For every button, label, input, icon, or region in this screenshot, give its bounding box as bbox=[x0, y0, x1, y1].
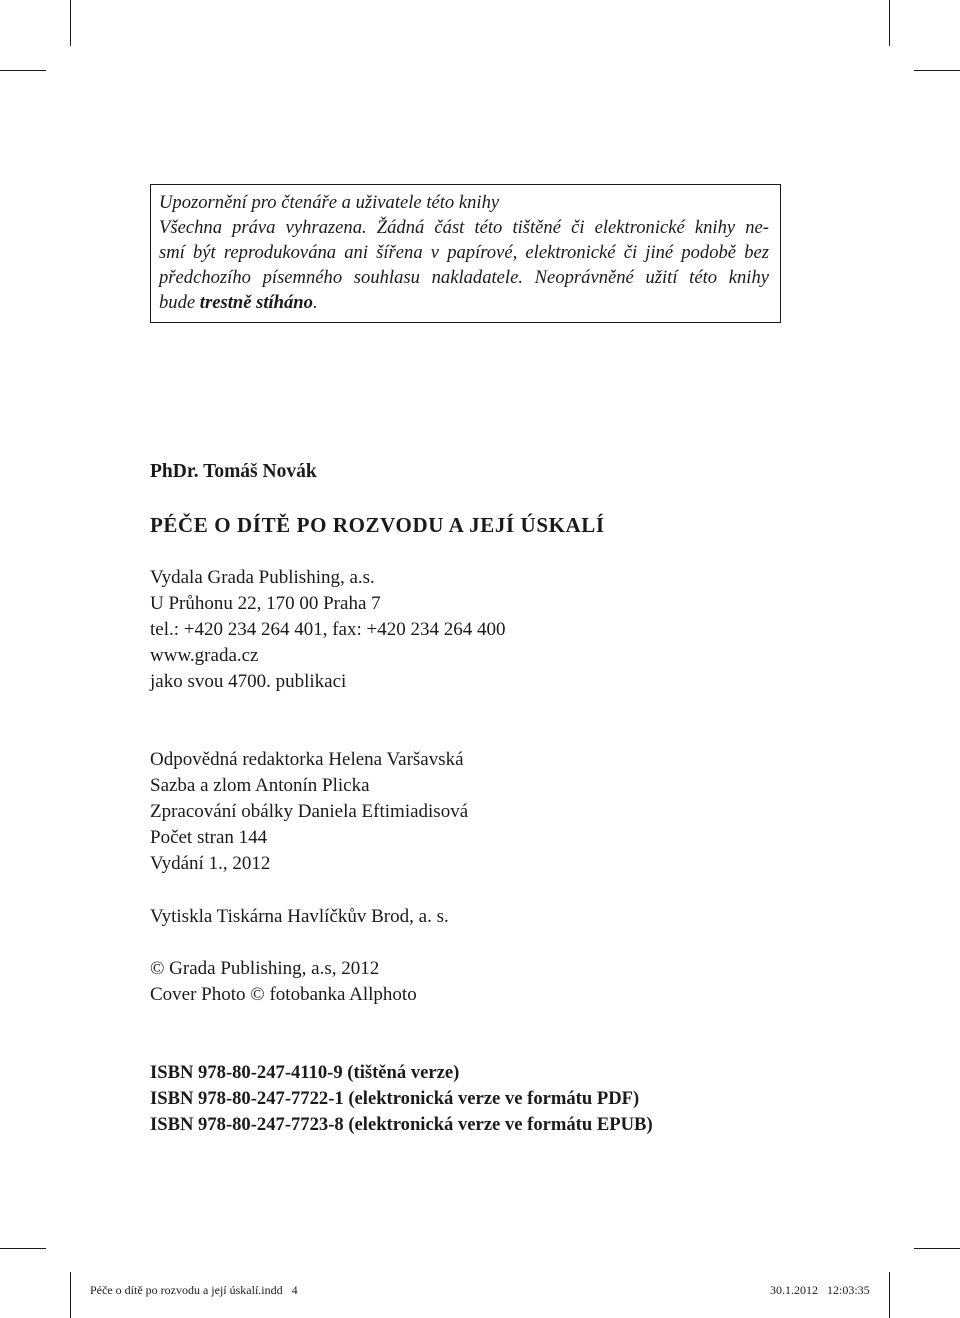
notice-emphasis: trestně stíháno bbox=[199, 292, 313, 313]
rights bbox=[150, 956, 417, 1008]
publisher-line: jako svou 4700. publikaci bbox=[150, 671, 347, 692]
book-title: PÉČE O DÍTĚ PO ROZVODU A JEJÍ ÚSKALÍ bbox=[150, 513, 605, 537]
publisher-line: Vydala Grada Publishing, a.s. bbox=[150, 567, 375, 588]
notice-last-prefix: bude bbox=[159, 292, 200, 313]
isbn-line: ISBN 978-80-247-7723-8 (elektronická verze ve formátu EPUB) bbox=[150, 1114, 653, 1135]
notice-line: Všechna práva vyhrazena. Žádná část této tištěné či elektronické knihy ne- bbox=[159, 217, 769, 238]
publisher-info bbox=[150, 565, 506, 695]
credit-line: Vydání 1., 2012 bbox=[150, 853, 271, 874]
crop-mark-bottom-right-h bbox=[914, 1248, 960, 1249]
crop-mark-top-right-h bbox=[914, 70, 960, 71]
credit-line: Počet stran 144 bbox=[150, 827, 268, 848]
notice-heading: Upozornění pro čtenáře a uživatele této knihy bbox=[159, 192, 500, 213]
credit-line: Zpracování obálky Daniela Eftimiadisová bbox=[150, 801, 469, 822]
notice-last-line bbox=[159, 290, 769, 315]
isbn-line: ISBN 978-80-247-7722-1 (elektronická verze ve formátu PDF) bbox=[150, 1088, 640, 1109]
credit-line: Sazba a zlom Antonín Plicka bbox=[150, 775, 370, 796]
isbn-line: ISBN 978-80-247-4110-9 (tištěná verze) bbox=[150, 1062, 460, 1083]
notice-line: smí být reprodukována ani šířena v papírové, elektronické či jiné podobě bez bbox=[159, 242, 769, 263]
rights-line: © Grada Publishing, a.s, 2012 bbox=[150, 958, 380, 979]
publisher-line: U Průhonu 22, 170 00 Praha 7 bbox=[150, 593, 381, 614]
slug-timestamp: 30.1.2012 12:03:35 bbox=[770, 1283, 870, 1297]
notice-last-suffix: . bbox=[312, 292, 318, 313]
crop-mark-bottom-left-v bbox=[70, 1272, 71, 1318]
publisher-line: tel.: +420 234 264 401, fax: +420 234 264 400 bbox=[150, 619, 506, 640]
printer-line: Vytiskla Tiskárna Havlíčkův Brod, a. s. bbox=[150, 906, 449, 927]
crop-mark-top-left-v bbox=[70, 0, 71, 46]
crop-mark-bottom-left-h bbox=[0, 1248, 46, 1249]
crop-mark-bottom-right-v bbox=[889, 1272, 890, 1318]
slug-filename: Péče o dítě po rozvodu a její úskalí.indd 4 bbox=[90, 1283, 298, 1297]
crop-mark-top-left-h bbox=[0, 70, 46, 71]
credits bbox=[150, 747, 468, 877]
copyright-notice-box bbox=[150, 184, 781, 323]
credit-line: Odpovědná redaktorka Helena Varšavská bbox=[150, 749, 464, 770]
publisher-line: www.grada.cz bbox=[150, 645, 259, 666]
notice-line: předchozího písemného souhlasu nakladatele. Neoprávněné užití této knihy bbox=[159, 267, 769, 288]
crop-mark-top-right-v bbox=[889, 0, 890, 46]
author: PhDr. Tomáš Novák bbox=[150, 461, 317, 482]
isbn-list bbox=[150, 1060, 653, 1138]
rights-line: Cover Photo © fotobanka Allphoto bbox=[150, 984, 417, 1005]
